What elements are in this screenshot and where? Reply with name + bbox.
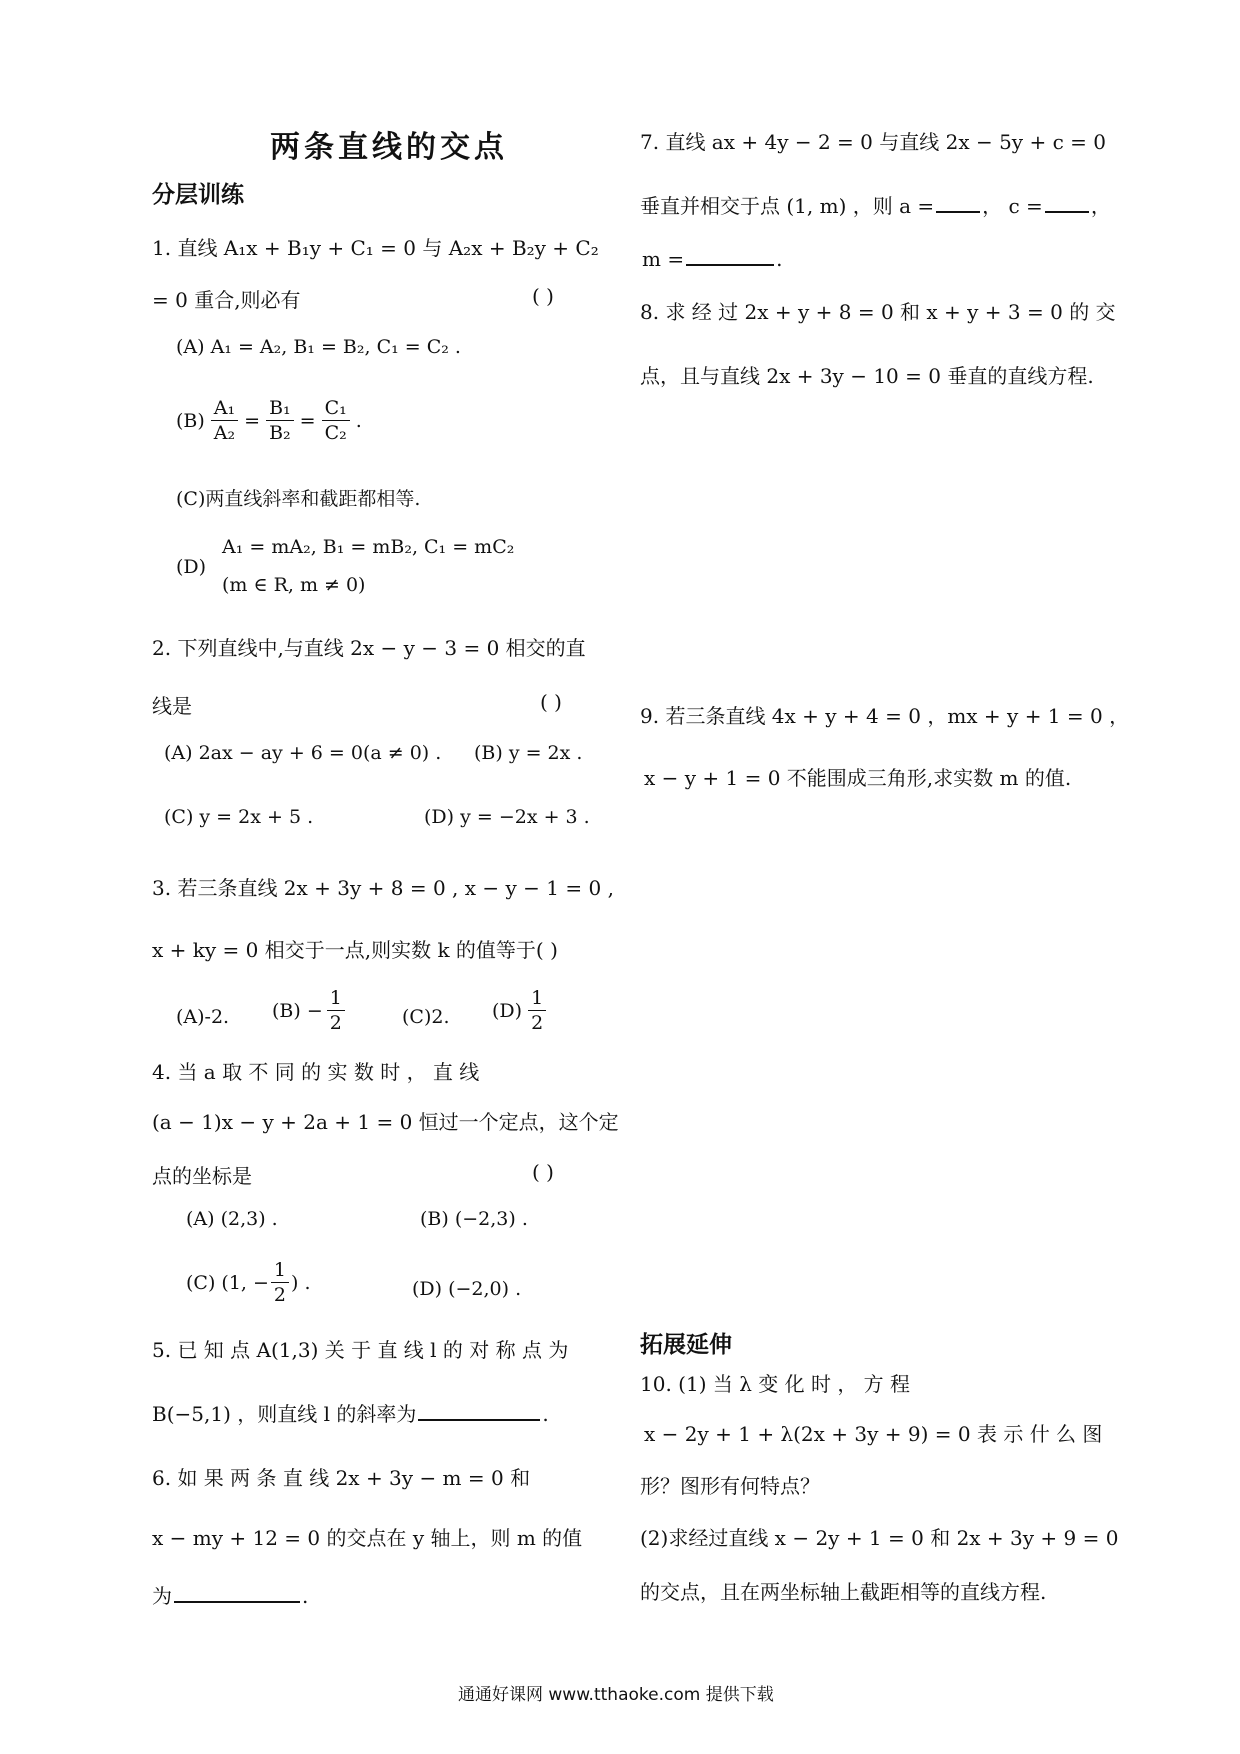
q3-option-a: (A)-2. <box>176 1006 230 1028</box>
q3-option-b-label: (B) − <box>272 999 323 1022</box>
q7-line-2-text-b: ， c = <box>982 194 1043 218</box>
q4-line-1: 4. 当 a 取 不 同 的 实 数 时 ， 直 线 <box>152 1060 480 1084</box>
section-heading-extension: 拓展延伸 <box>640 1332 732 1358</box>
q4-option-b: (B) (−2,3) . <box>420 1208 528 1230</box>
q6-line-3: 为 . <box>152 1580 308 1609</box>
q7-blank-a[interactable] <box>936 191 980 213</box>
q8-line-2: 点，且与直线 2x + 3y − 10 = 0 垂直的直线方程. <box>640 364 1094 388</box>
q3-option-d-fraction <box>528 986 546 1035</box>
q2-line-2: 线是 <box>152 694 192 718</box>
q9-line-1: 9. 若三条直线 4x + y + 4 = 0 ，mx + y + 1 = 0 ， <box>640 704 1130 728</box>
q1-fraction-a <box>211 396 238 445</box>
q1-answer-paren: ( ) <box>532 284 554 308</box>
section-heading-training: 分层训练 <box>152 182 244 208</box>
q1-frac-c-den: C₂ <box>324 422 347 444</box>
q1-frac-b-num: B₁ <box>266 396 294 421</box>
q4-line-3: 点的坐标是 <box>152 1164 252 1188</box>
q4-option-c <box>186 1258 311 1307</box>
q4-answer-paren: ( ) <box>532 1160 554 1184</box>
q4-option-d: (D) (−2,0) . <box>412 1278 522 1300</box>
q3-option-d-label: (D) <box>492 999 523 1022</box>
q7-line-2-text-c: ， <box>1090 194 1111 218</box>
q1-option-c: (C)两直线斜率和截距都相等. <box>176 488 421 510</box>
q3-option-b <box>272 986 345 1035</box>
q2-option-d: (D) y = −2x + 3 . <box>424 806 590 828</box>
q3-line-2: x + ky = 0 相交于一点,则实数 k 的值等于( ) <box>152 938 558 962</box>
q3-b-den: 2 <box>329 1012 342 1034</box>
q5-line-2: B(−5,1) ，则直线 l 的斜率为 . <box>152 1398 549 1427</box>
q1-line-2: = 0 重合,则必有 <box>152 288 301 312</box>
q1-frac-b-den: B₂ <box>269 422 291 444</box>
q4-option-c-label: (C) (1, − <box>186 1271 269 1294</box>
q1-frac-a-num: A₁ <box>211 396 238 421</box>
q3-option-c: (C)2. <box>402 1006 450 1028</box>
q5-line-2-text: B(−5,1) ，则直线 l 的斜率为 <box>152 1402 417 1426</box>
q1-option-b <box>176 396 362 445</box>
q10-line-2: x − 2y + 1 + λ(2x + 3y + 9) = 0 表 示 什 么 图 <box>644 1422 1103 1446</box>
q4-option-c-close: ) . <box>291 1271 311 1294</box>
q3-b-num: 1 <box>327 986 345 1011</box>
q7-blank-m[interactable] <box>686 244 774 266</box>
q2-answer-paren: ( ) <box>540 690 562 714</box>
q2-option-b: (B) y = 2x . <box>474 742 583 764</box>
q5-answer-blank[interactable] <box>418 1399 540 1421</box>
q1-frac-a-den: A₂ <box>213 422 236 444</box>
q7-line-3-text: m = <box>642 247 685 271</box>
q8-line-1: 8. 求 经 过 2x + y + 8 = 0 和 x + y + 3 = 0 的 交 <box>640 300 1116 324</box>
q3-line-1: 3. 若三条直线 2x + 3y + 8 = 0 , x − y − 1 = 0 , <box>152 876 614 900</box>
q1-equals-1: = <box>244 409 261 432</box>
q3-option-b-fraction <box>327 986 345 1035</box>
q6-line-3-text: 为 <box>152 1584 172 1608</box>
q1-frac-c-num: C₁ <box>322 396 350 421</box>
q1-line-1: 1. 直线 A₁x + B₁y + C₁ = 0 与 A₂x + B₂y + C₂ <box>152 236 599 260</box>
q10-line-3: 形？图形有何特点？ <box>640 1474 820 1498</box>
q7-line-2-text-a: 垂直并相交于点 (1, m) ，则 a = <box>640 194 935 218</box>
q1-equals-2: = <box>299 409 316 432</box>
q6-answer-blank[interactable] <box>174 1581 300 1603</box>
q1-fraction-c <box>322 396 350 445</box>
q1-period: . <box>355 409 362 432</box>
q10-line-5: 的交点，且在两坐标轴上截距相等的直线方程. <box>640 1580 1047 1604</box>
q10-line-1: 10. (1) 当 λ 变 化 时 ， 方 程 <box>640 1372 911 1396</box>
q4-c-num: 1 <box>271 1258 289 1283</box>
q1-option-b-label: (B) <box>176 409 205 432</box>
q3-d-num: 1 <box>528 986 546 1011</box>
q1-option-a: (A) A₁ = A₂, B₁ = B₂, C₁ = C₂ . <box>176 336 461 358</box>
q4-c-den: 2 <box>273 1284 286 1306</box>
q4-option-c-fraction <box>271 1258 289 1307</box>
q3-option-d <box>492 986 546 1035</box>
q1-option-d-label: (D) <box>176 556 207 578</box>
q1-option-d-line-1: A₁ = mA₂, B₁ = mB₂, C₁ = mC₂ <box>222 536 515 558</box>
q2-option-a: (A) 2ax − ay + 6 = 0(a ≠ 0) . <box>164 742 442 764</box>
q7-line-1: 7. 直线 ax + 4y − 2 = 0 与直线 2x − 5y + c = 0 <box>640 130 1106 154</box>
q4-option-a: (A) (2,3) . <box>186 1208 278 1230</box>
q5-line-1: 5. 已 知 点 A(1,3) 关 于 直 线 l 的 对 称 点 为 <box>152 1338 569 1362</box>
q6-line-2: x − my + 12 = 0 的交点在 y 轴上，则 m 的值 <box>152 1526 583 1550</box>
q7-line-2 <box>640 190 1111 219</box>
q4-line-2: (a − 1)x − y + 2a + 1 = 0 恒过一个定点，这个定 <box>152 1110 619 1134</box>
page-footer: 通通好课网 www.tthaoke.com 提供下载 <box>458 1685 774 1705</box>
q7-blank-c[interactable] <box>1045 191 1089 213</box>
q1-fraction-b <box>266 396 294 445</box>
q10-line-4: (2)求经过直线 x − 2y + 1 = 0 和 2x + 3y + 9 = 0 <box>640 1526 1119 1550</box>
q6-line-1: 6. 如 果 两 条 直 线 2x + 3y − m = 0 和 <box>152 1466 531 1490</box>
q3-d-den: 2 <box>531 1012 544 1034</box>
q2-option-c: (C) y = 2x + 5 . <box>164 806 314 828</box>
q9-line-2: x − y + 1 = 0 不能围成三角形,求实数 m 的值. <box>644 766 1072 790</box>
page-title: 两条直线的交点 <box>270 130 508 165</box>
q1-option-d-line-2: (m ∈ R, m ≠ 0) <box>222 574 366 596</box>
q7-line-3: m = . <box>642 244 782 271</box>
q2-line-1: 2. 下列直线中,与直线 2x − y − 3 = 0 相交的直 <box>152 636 586 660</box>
